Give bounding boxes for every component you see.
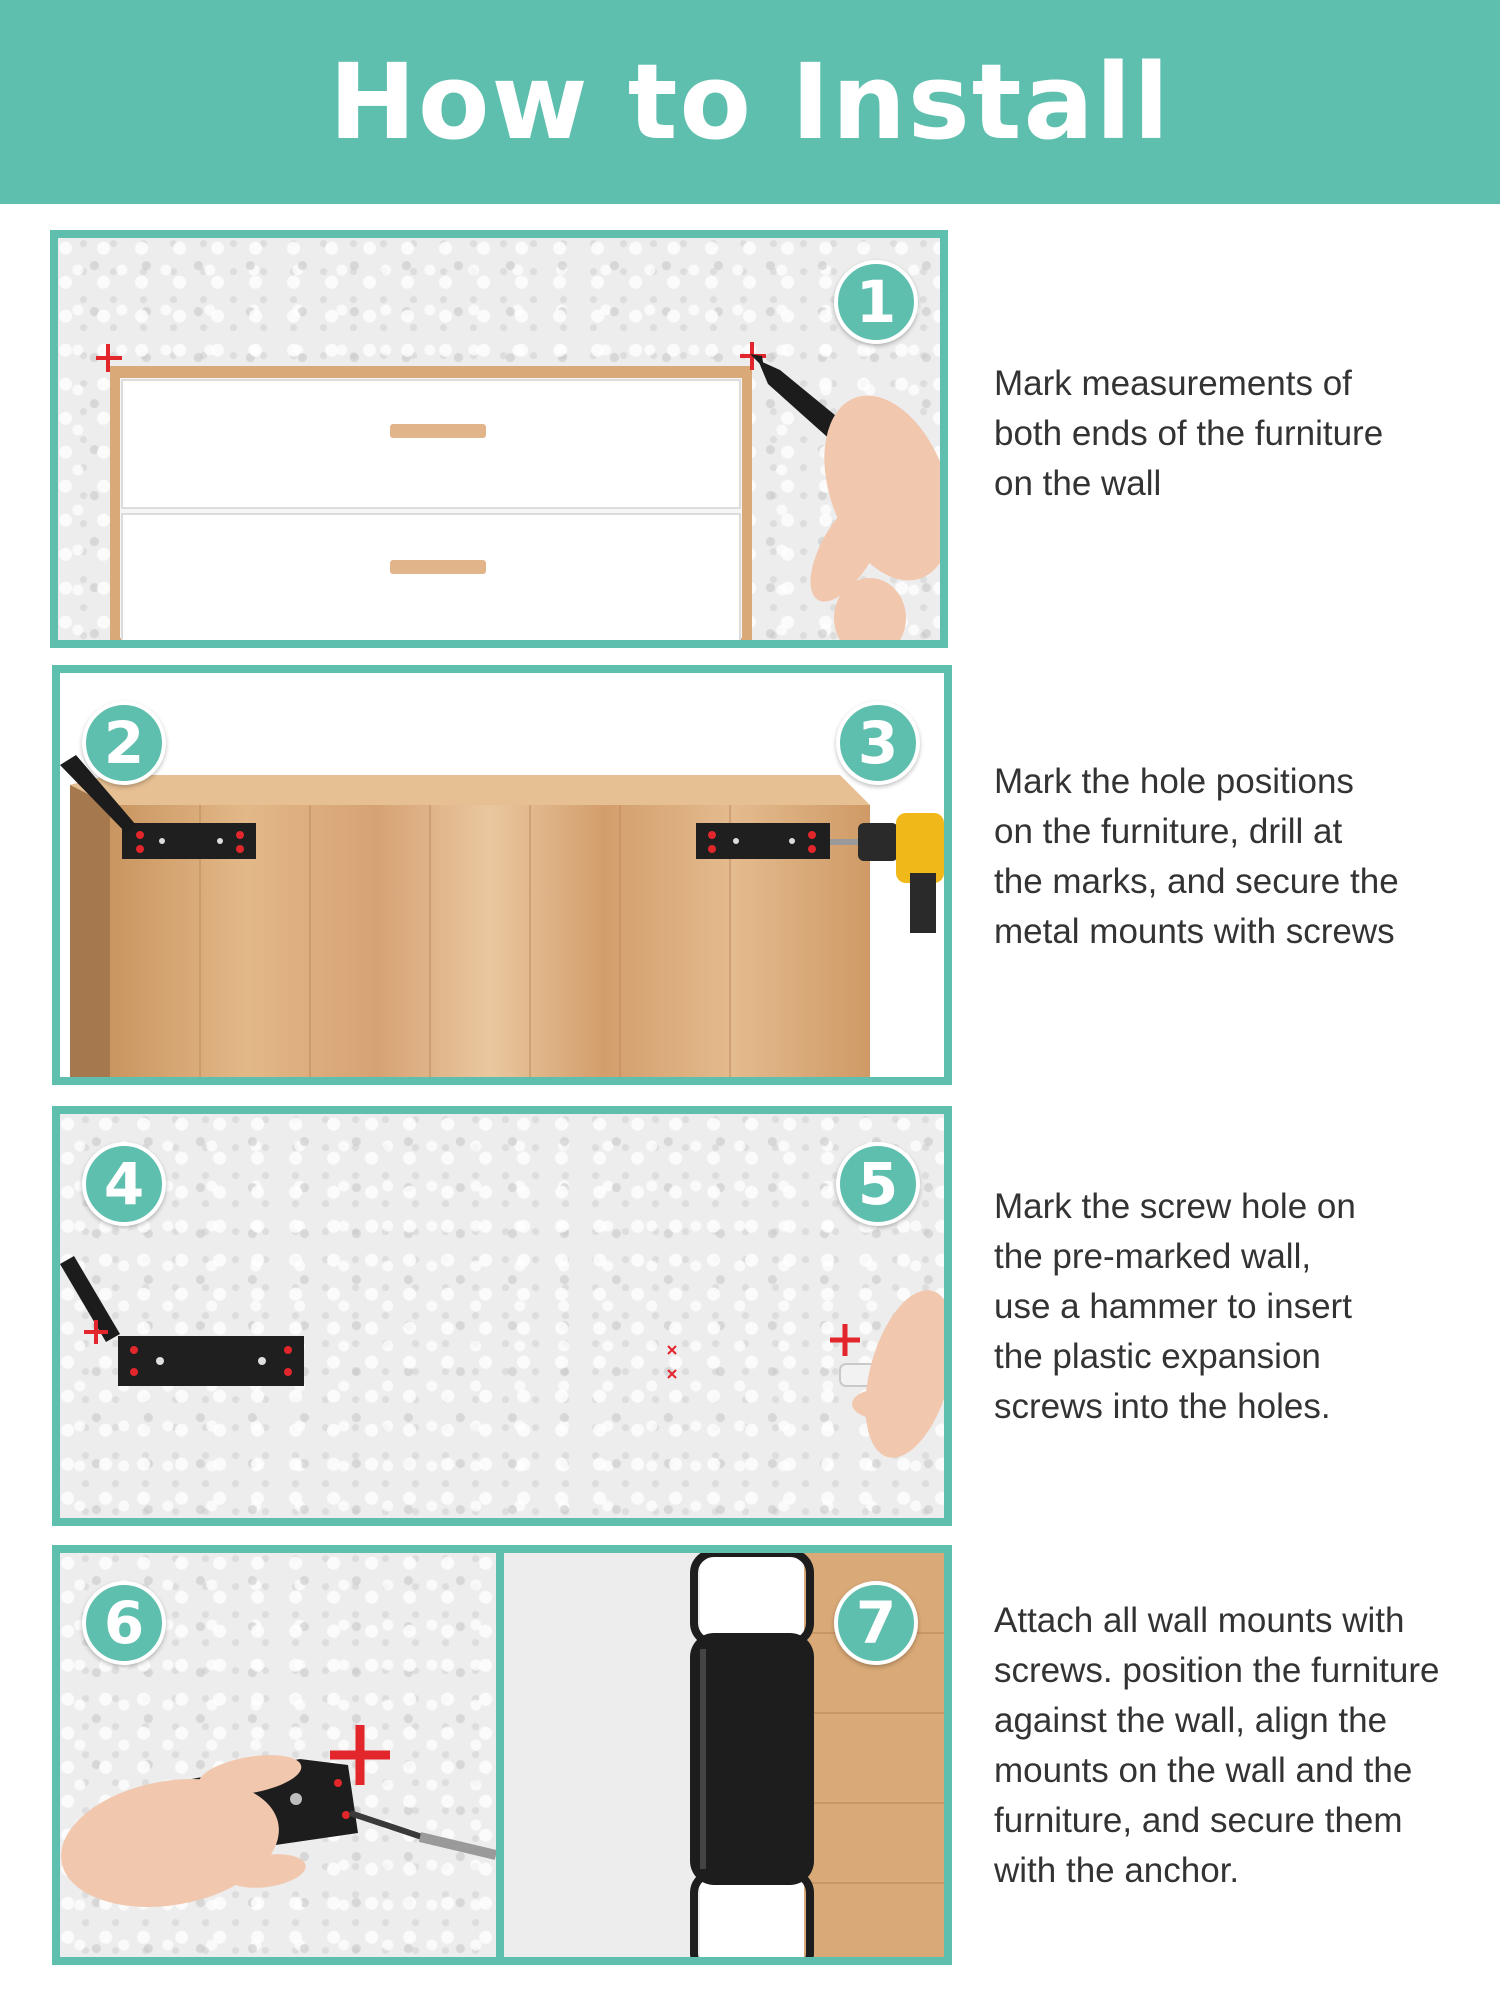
step-badge-4: 4: [82, 1142, 166, 1226]
drawer-handle-bottom: [390, 560, 486, 574]
red-cross-mark-icon: [830, 1324, 860, 1356]
step-6-7-description: [994, 1596, 1440, 1896]
description-line: metal mounts with screws: [994, 912, 1395, 951]
description-line: the marks, and secure the: [994, 862, 1399, 901]
description-line: on the wall: [994, 464, 1162, 503]
screwdriver-icon: [420, 1837, 496, 1855]
description-line: use a hammer to insert: [994, 1287, 1352, 1326]
description-line: screws. position the furniture: [994, 1651, 1440, 1690]
description-line: the plastic expansion: [994, 1337, 1321, 1376]
description-line: Attach all wall mounts with: [994, 1601, 1405, 1640]
step-1-panel: [50, 230, 948, 648]
marker-pen-icon: [60, 1256, 120, 1342]
description-line: with the anchor.: [994, 1851, 1240, 1890]
page-title: How to Install: [329, 41, 1171, 163]
hand-illustration: [60, 1748, 308, 1923]
step-badge-6: 6: [82, 1581, 166, 1665]
description-line: both ends of the furniture: [994, 414, 1384, 453]
step-badge-1: 1: [834, 260, 918, 344]
step-4-5-panel: [52, 1106, 952, 1526]
page-header: [0, 0, 1500, 204]
step-badge-7: 7: [834, 1581, 918, 1665]
screw-icon: [350, 1813, 422, 1837]
step-2-3-description: [994, 757, 1434, 957]
dresser-illustration: [58, 238, 940, 640]
metal-bracket-icon: [696, 823, 830, 859]
step-badge-5: 5: [836, 1142, 920, 1226]
step-6-panel: [52, 1545, 504, 1965]
drawer-handle-top: [390, 424, 486, 438]
step-4-5-description: [994, 1182, 1434, 1432]
description-line: mounts on the wall and the: [994, 1751, 1413, 1790]
red-cross-mark-icon: [668, 1346, 676, 1378]
step-1-description: [994, 359, 1434, 509]
step-badge-2: 2: [82, 701, 166, 785]
metal-bracket-icon: [122, 823, 256, 859]
furniture-top-illustration: [60, 673, 944, 1077]
wall-marking-illustration: [60, 1114, 944, 1518]
description-line: furniture, and secure them: [994, 1801, 1403, 1840]
description-line: Mark the hole positions: [994, 762, 1354, 801]
description-line: the pre-marked wall,: [994, 1237, 1312, 1276]
metal-bracket-icon: [690, 1633, 814, 1885]
description-line: against the wall, align the: [994, 1701, 1388, 1740]
description-line: Mark measurements of: [994, 364, 1352, 403]
step-7-panel: [496, 1545, 952, 1965]
step-2-3-panel: [52, 665, 952, 1085]
metal-bracket-icon: [118, 1336, 304, 1386]
step-badge-3: 3: [836, 701, 920, 785]
description-line: screws into the holes.: [994, 1387, 1331, 1426]
description-line: Mark the screw hole on: [994, 1187, 1356, 1226]
description-line: on the furniture, drill at: [994, 812, 1343, 851]
